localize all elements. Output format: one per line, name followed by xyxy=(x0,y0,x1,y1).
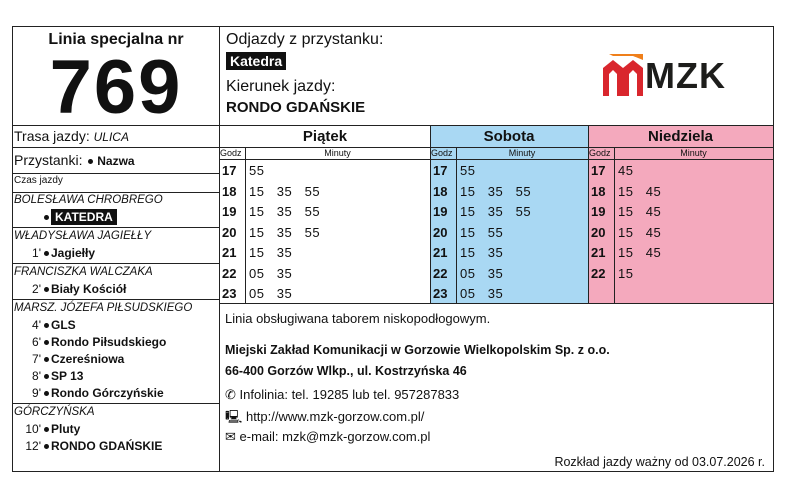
stop-marker-icon xyxy=(44,357,49,362)
departure-minutes: 55 xyxy=(460,163,476,178)
stop-name: Czereśniowa xyxy=(51,352,125,366)
departure-hour: 18 xyxy=(591,183,606,199)
departure-minutes: 15 45 xyxy=(618,224,662,240)
time-legend: Czas jazdy xyxy=(14,175,63,186)
departure-minutes: 15 35 55 xyxy=(249,204,321,219)
minutes-col-label-sat: Minuty xyxy=(508,148,536,158)
departure-hour: 20 xyxy=(222,224,237,240)
stops-legend-row: Przystanki: Nazwa xyxy=(14,152,135,168)
phone-icon: ✆ xyxy=(225,387,236,402)
mzk-logo xyxy=(603,54,743,98)
stop-travel-time: 2' xyxy=(32,282,41,296)
website-row xyxy=(225,408,424,430)
departure-hour: 19 xyxy=(222,204,237,219)
departure-minutes: 15 xyxy=(618,265,634,281)
departure-hour: 19 xyxy=(591,204,606,219)
departure-minutes: 15 55 xyxy=(460,224,504,240)
departure-hour: 21 xyxy=(433,245,448,260)
stop-marker-icon xyxy=(44,374,49,379)
stop-name: Biały Kościół xyxy=(51,282,127,296)
day-header-saturday: Sobota xyxy=(430,126,588,147)
departure-hour: 23 xyxy=(433,286,448,301)
departure-hour: 22 xyxy=(222,265,237,281)
stop-travel-time: 8' xyxy=(32,369,41,383)
departure-hour: 19 xyxy=(433,204,448,219)
hour-col-label-sun: Godz xyxy=(589,148,611,158)
departure-minutes: 15 45 xyxy=(618,183,662,199)
envelope-icon: ✉ xyxy=(225,429,236,444)
stop-name: RONDO GDAŃSKIE xyxy=(51,439,163,453)
company-address: 66-400 Gorzów Wlkp., ul. Kostrzyńska 46 xyxy=(225,364,467,378)
stop-travel-time: 9' xyxy=(32,386,41,400)
day-header-sunday: Niedziela xyxy=(588,126,773,147)
departure-hour: 21 xyxy=(222,245,237,260)
stop-marker-icon xyxy=(44,215,49,220)
stop-name-badge: Katedra xyxy=(226,52,286,70)
stop-travel-time: 4' xyxy=(32,318,41,332)
day-header-friday: Piątek xyxy=(220,126,430,147)
departure-minutes: 15 45 xyxy=(618,204,662,219)
stop-marker-icon xyxy=(44,444,49,449)
route-stop xyxy=(13,385,219,402)
street-name: GÓRCZYŃSKA xyxy=(14,406,95,418)
departure-hour: 17 xyxy=(591,163,606,178)
stop-travel-time: 6' xyxy=(32,335,41,349)
company-name: Miejski Zakład Komunikacji w Gorzowie Wielkopolskim Sp. z o.o. xyxy=(225,343,610,357)
stop-marker-icon xyxy=(88,159,93,164)
stop-travel-time: 12' xyxy=(25,439,41,453)
departure-hour: 22 xyxy=(591,265,606,281)
route-stop xyxy=(13,281,219,298)
low-floor-note: Linia obsługiwana taborem niskopodłogowym. xyxy=(225,311,491,326)
minutes-col-label-sun: Minuty xyxy=(680,148,707,158)
email-link[interactable]: e-mail: mzk@mzk-gorzow.com.pl xyxy=(239,429,431,444)
departure-minutes: 15 35 55 xyxy=(249,224,321,240)
hour-col-label-sat: Godz xyxy=(431,148,453,158)
stop-name: Rondo Piłsudskiego xyxy=(51,335,167,349)
street-name: MARSZ. JÓZEFA PIŁSUDSKIEGO xyxy=(14,302,193,314)
departure-minutes: 15 35 55 xyxy=(460,183,532,199)
stop-name: Rondo Górczyńskie xyxy=(51,386,164,400)
mzk-logo-text: MZK xyxy=(645,55,726,96)
stop-marker-icon xyxy=(44,340,49,345)
direction-label: Kierunek jazdy: xyxy=(226,78,336,95)
phone-text: Infolinia: tel. 19285 lub tel. 957287833 xyxy=(239,387,460,402)
stop-marker-icon xyxy=(44,251,49,256)
stop-travel-time: 7' xyxy=(32,352,41,366)
route-stop xyxy=(13,334,219,351)
stop-marker-icon xyxy=(44,391,49,396)
stop-name: Pluty xyxy=(51,422,81,436)
route-stop xyxy=(13,209,219,226)
departure-minutes: 05 35 xyxy=(249,286,293,301)
stop-travel-time: 10' xyxy=(25,422,41,436)
stop-name: Jagiełły xyxy=(51,246,96,260)
stop-marker-icon xyxy=(44,323,49,328)
departure-hour: 18 xyxy=(222,183,237,199)
stop-marker-icon xyxy=(44,427,49,432)
street-name: WŁADYSŁAWA JAGIEŁŁY xyxy=(14,230,152,242)
departure-minutes: 15 35 xyxy=(249,245,293,260)
line-label: Linia specjalna nr xyxy=(48,31,184,48)
phone-row xyxy=(225,387,459,403)
departure-minutes: 15 35 xyxy=(460,245,504,260)
departure-minutes: 15 35 55 xyxy=(249,183,321,199)
departure-minutes: 45 xyxy=(618,163,634,178)
minutes-col-label-fri: Minuty xyxy=(324,148,351,158)
timetable-sheet xyxy=(12,26,774,472)
street-name: BOLESŁAWA CHROBREGO xyxy=(14,194,163,206)
website-link[interactable]: http://www.mzk-gorzow.com.pl/ xyxy=(245,409,425,424)
route-row: Trasa jazdy: ULICA xyxy=(14,128,129,144)
departure-minutes: 05 35 xyxy=(249,265,293,281)
stop-name: KATEDRA xyxy=(51,209,117,225)
email-row xyxy=(225,429,430,445)
stop-marker-icon xyxy=(44,287,49,292)
stop-travel-time: 1' xyxy=(32,246,41,260)
route-stop xyxy=(13,421,219,438)
sunday-column xyxy=(588,147,773,303)
departure-hour: 20 xyxy=(433,224,448,240)
route-stop xyxy=(13,438,219,455)
departure-hour: 20 xyxy=(591,224,606,240)
departure-hour: 17 xyxy=(222,163,237,178)
valid-from: Rozkład jazdy ważny od 03.07.2026 r. xyxy=(554,455,765,469)
departure-hour: 22 xyxy=(433,265,448,281)
departures-label: Odjazdy z przystanku: xyxy=(226,31,384,48)
departure-hour: 17 xyxy=(433,163,448,178)
direction-value: RONDO GDAŃSKIE xyxy=(226,99,366,116)
departure-minutes: 15 45 xyxy=(618,245,662,260)
route-stop xyxy=(13,351,219,368)
mzk-logo-icon xyxy=(603,54,643,96)
stop-name: GLS xyxy=(51,318,76,332)
route-stop xyxy=(13,368,219,385)
route-stop xyxy=(13,245,219,262)
saturday-column xyxy=(430,147,588,303)
departure-hour: 21 xyxy=(591,245,606,260)
hour-col-label-fri: Godz xyxy=(220,148,242,158)
stop-name: SP 13 xyxy=(51,369,84,383)
departure-minutes: 55 xyxy=(249,163,265,178)
street-name: FRANCISZKA WALCZAKA xyxy=(14,266,153,278)
line-number: 769 xyxy=(49,45,183,130)
departure-hour: 23 xyxy=(222,286,237,301)
departure-minutes: 05 35 xyxy=(460,286,504,301)
route-stop xyxy=(13,317,219,334)
departure-minutes: 15 35 55 xyxy=(460,204,532,219)
computer-icon: 🖳 xyxy=(225,409,243,424)
departure-hour: 18 xyxy=(433,183,448,199)
departure-minutes: 05 35 xyxy=(460,265,504,281)
